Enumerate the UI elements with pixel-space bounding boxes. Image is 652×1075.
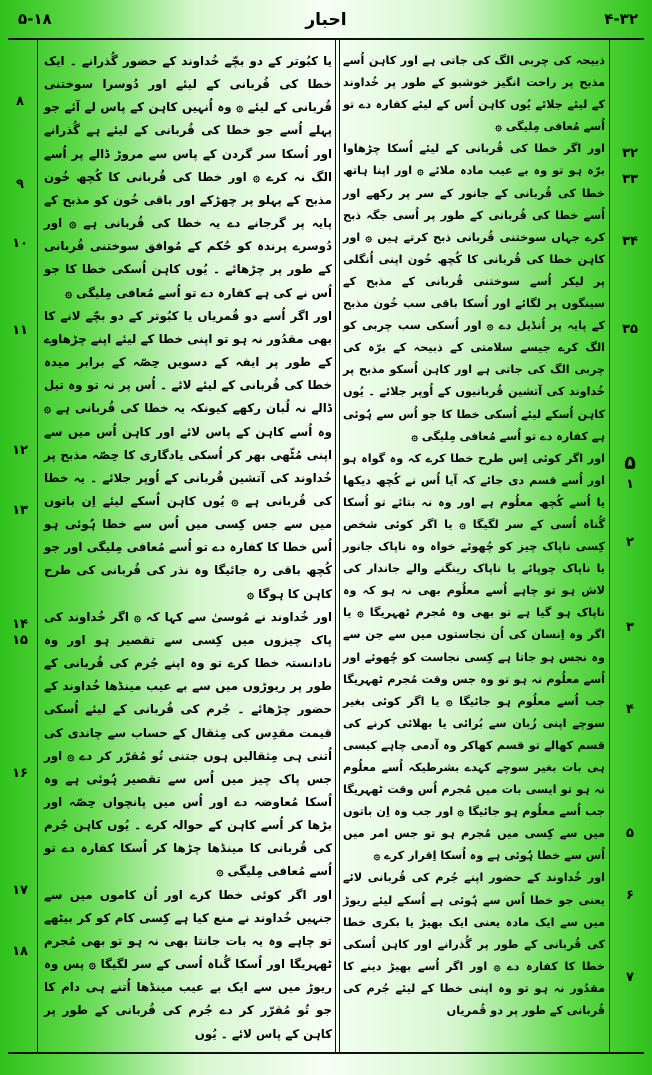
verse-number: ۳۴ bbox=[622, 234, 638, 249]
left-margin-rule bbox=[37, 38, 38, 1052]
verse-number: ۳۵ bbox=[622, 322, 638, 337]
verse-number: ۳۲ bbox=[622, 146, 638, 161]
header-rule bbox=[8, 38, 644, 40]
verse-number: ۷ bbox=[626, 970, 634, 985]
paragraph: اور خُداوند نے مُوسیٰ سے کہا کہ ۞ اگر خُداوند کی پاک چیزوں میں کِسی سے تقصیر ہو اور وہ نادانستہ خطا کرے تو وہ اپنے جُرم کی قُربانی کے طور پر ریوڑوں میں سے بے عیب مینڈھا خُداوند کے حضور چڑھائے ۔ جُرم کی قُربانی کے لیئے اُسکی قیمت مقدِس کی مِثقال کے حساب سے چاندی کی اُتنی ہی مِثقالیں ہوں جتنی تُو مُقرّر کر دے ۞ اور جس پاک چیز میں اُس سے تقصیر ہُوئی ہے وہ اُسکا مُعاوضہ دے اور اُس میں پانچواں حِصّہ اور بڑھا کر اُسے کاہن کے حوالہ کرے ۔ یُوں کاہن جُرم کی قُربانی کا مینڈھا چڑھا کر اُسکا کفارہ دے تو اُسے مُعافی مِلیگی ۞ bbox=[44, 609, 332, 879]
verse-number: ۳ bbox=[626, 620, 634, 635]
verse-number: ۱۵ bbox=[12, 633, 28, 648]
paragraph: اور اگر کوئی اِس طرح خطا کرے کہ وہ گواہ ہو اور اُسے قسم دی جائے کہ آیا اُس نے کُچھ دیکھا یا اُسے کُچھ معلُوم ہے اور وہ نہ بتائے تو اُسکا گُناہ اُسی کے سر لگیگا ۞ یا اگر کوئی شخص کِسی ناپاک چیز کو چُھوئے خواہ وہ ناپاک جانور یا ناپاک چوپائے یا ناپاک رینگنے والے جاندار کی لاش ہو تو چاہے اُسے معلُوم بھی نہ ہو کہ وہ ناپاک ہو گیا ہے تو بھی وہ مُجرم ٹھہریگا ۞ یا اگر وہ اِنسان کی اُن نجاستوں میں سے جن سے وہ نجس ہو جاتا ہے کِسی نجاست کو چُھوئے اور اُسے معلُوم نہ ہو تو وہ جس وقت مُجرم ٹھہریگا جب اُسے معلُوم ہو جائیگا ۞ یا اگر کوئی بغیر سوچے اپنی زُبان سے بُرائی یا بھلائی کرنے کی قسم کھالے تو قسم کھاکر وہ آدمی چاہے کیسی ہی بات بغیر سوچے کہدے بشرطیکہ اُسے معلُوم نہ ہو تو ایسی بات میں مُجرم اُس وقت ٹھہریگا جب اُسے معلُوم ہو جائیگا ۞ اور جب وہ اِن باتوں میں سے کِسی میں مُجرم ہو تو جس امر میں اُس سے خطا ہُوئی ہے وہ اُسکا اِقرار کرے ۞ bbox=[343, 451, 605, 863]
book-title: احبار bbox=[305, 10, 347, 30]
left-text-column bbox=[44, 50, 332, 1046]
verse-number: ۹ bbox=[16, 177, 24, 192]
center-rule-2 bbox=[339, 38, 340, 1052]
right-margin-rule bbox=[609, 38, 610, 1052]
verse-number: ۱۸ bbox=[12, 944, 28, 959]
paragraph: اور خُداوند کے حضور اپنے جُرم کی قُربانی لائے یعنی جو خطا اُس سے ہُوئی ہے اُسکے لیئے ریوڑ میں سے ایک مادہ یعنی ایک بھیڑ یا بکری خطا کی قُربانی کے طور پر گُذرانے اور کاہن اُسکی خطا کا کفارہ دے ۞ اور اگر اُسے بھیڑ دینے کا مقدُور نہ ہو تو وہ اپنی خطا کے لیئے جُرم کی قُربانی کے طور پر دو قُمریاں bbox=[343, 871, 605, 1018]
header-left-reference: ۵-۱۸ bbox=[18, 10, 52, 28]
footer-rule bbox=[8, 1052, 644, 1054]
verse-number: ۳۳ bbox=[622, 172, 638, 187]
paragraph: اور اگر خطا کی قُربانی کے لیئے اُسکا چڑھاوا برّہ ہو تو وہ بے عیب مادہ ملائے ۞ اور اپنا ہاتھ خطا کی قُربانی کے جانور کے سر پر رکھے اور اُسے خطا کی قُربانی کے طور پر اُسی جگہ ذبح کرے جہاں سوختنی قُربانی ذبح کرتے ہیں ۞ اور کاہن خطا کی قُربانی کا کُچھ خُون اپنی اُنگلی پر لیکر اُسے سوختنی قُربانی کے مذبح کے سینگوں پر لگائے اور اُسکا باقی سب خُون مذبح کے پایہ پر اُنڈیل دے ۞ اور اُسکی سب چربی کو الگ کرے جیسے سلامتی کے ذبیحہ کے برّہ کی چربی الگ کی جاتی ہے اور کاہن اُسکو مذبح پر خُداوند کی آتشین قُربانیوں کے اُوپر جلائے ۔ یُوں کاہن اُسکے لیئے اُسکی خطا کا جو اُس سے ہُوئی ہے کفارہ دے تو اُسے مُعافی مِلیگی ۞ bbox=[343, 142, 605, 443]
verse-number: ۱ bbox=[626, 477, 634, 492]
verse-number: ۱۴ bbox=[12, 617, 28, 632]
verse-number: ۶ bbox=[626, 888, 634, 903]
verse-number: ۱۷ bbox=[12, 883, 28, 898]
verse-number: ۱۶ bbox=[12, 766, 28, 781]
verse-number: ۱۱ bbox=[12, 323, 28, 338]
header-right-reference: ۴-۳۲ bbox=[604, 10, 638, 28]
verse-number: ۵ bbox=[626, 826, 634, 841]
right-text-column bbox=[343, 50, 605, 1022]
verse-number: ۱۲ bbox=[12, 443, 28, 458]
paragraph: اور اگر اُسے دو قُمریاں یا کبُوتر کے دو بچّے لانے کا بھی مقدُور نہ ہو تو اپنی خطا کے لیئے اپنے چڑھاوے کے طور پر ایفہ کے دسویں حِصّہ کے برابر میدہ خطا کی قُربانی کے لیئے لائے ۔ اُس پر نہ تو وہ تیل ڈالے نہ لُبان رکھے کیونکہ یہ خطا کی قُربانی ہے ۞ وہ اُسے کاہن کے پاس لائے اور کاہن اُس میں سے اپنی مُٹّھی بھر کر اُسکی یادگاری کا حِصّہ مذبح پر خُداوند کی آتشین قُربانی کے اُوپر جلائے ۔ یہ خطا کی قُربانی ہے ۞ یُوں کاہن اُسکے لیئے اِن باتوں میں سے جس کِسی میں اُس سے خطا ہُوئی ہو اُس خطا کا کفارہ دے تو اُسے مُعافی مِلیگی اور جو کُچھ باقی رہ جائیگا وہ نذر کی قُربانی کی طرح کاہن کا ہوگا ۞ bbox=[44, 308, 332, 601]
chapter-number: ۵ bbox=[624, 452, 636, 474]
center-rule-1 bbox=[335, 38, 336, 1052]
verse-number: ۴ bbox=[626, 702, 634, 717]
verse-number: ۸ bbox=[16, 94, 24, 109]
paragraph: ذبیحہ کی چربی الگ کی جاتی ہے اور کاہن اُسے مذبح پر راحت انگیز خوشبو کے طور پر خُداوند کے لیئے جلائے یُوں کاہن اُس کے لیئے کفارہ دے تو اُسے مُعافی مِلیگی ۞ bbox=[343, 54, 605, 134]
paragraph: اور اگر کوئی خطا کرے اور اُن کاموں میں سے جنہیں خُداوند نے منع کیا ہے کِسی کام کو کر بیٹھے تو چاہے وہ یہ بات جانتا بھی نہ ہو تو بھی مُجرم ٹھہریگا اور اُسکا گُناہ اُسی کے سر لگیگا ۞ پس وہ ریوڑ میں سے ایک بے عیب مینڈھا اُتنے ہی دام کا جو تُو مُقرّر کر دے جُرم کی قُربانی کے طور پر کاہن کے پاس لائے ۔ یُوں bbox=[44, 887, 332, 1041]
paragraph: یا کبُوتر کے دو بچّے خُداوند کے حضور گُذرانے ۔ ایک خطا کی قُربانی کے لیئے اور دُوسرا سوختنی قُربانی کے لیئے ۞ وہ اُنہیں کاہن کے پاس لے آئے جو پہلے اُسے جو خطا کی قُربانی کے لیئے ہے گُذرانے اور اُسکا سر گردن کے پاس سے مروڑ ڈالے پر اُسے الگ نہ کرے ۞ اور خطا کی قُربانی کا کُچھ خُون مذبح کے پہلو پر چھڑکے اور باقی خُون کو مذبح کے پایہ پر گرجانے دے یہ خطا کی قُربانی ہے ۞ اور دُوسرے پرندہ کو حُکم کے مُوافق سوختنی قُربانی کے طور پر چڑھائے ۔ یُوں کاہن اُسکی خطا کا جو اُس نے کی ہے کفارہ دے تو اُسے مُعافی مِلیگی ۞ bbox=[44, 54, 332, 300]
verse-number: ۲ bbox=[626, 535, 634, 550]
verse-number: ۱۳ bbox=[12, 503, 28, 518]
verse-number: ۱۰ bbox=[12, 236, 28, 251]
